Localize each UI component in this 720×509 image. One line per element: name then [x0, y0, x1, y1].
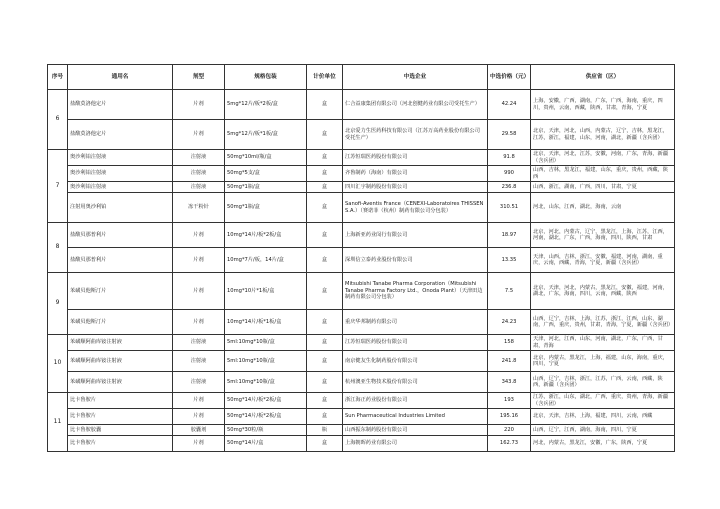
cell-price: 241.8	[488, 351, 531, 372]
table-row	[48, 273, 675, 310]
cell-dosage-form: 片剂	[173, 248, 225, 273]
cell-generic-name: 比卡鲁胺片	[68, 409, 173, 425]
cell-price: 195.16	[488, 409, 531, 425]
cell-spec: 10mg*14片/板*1板/盒	[225, 310, 307, 335]
cell-provinces: 河北，山东，江西，湖北，海南，云南	[531, 193, 675, 223]
procurement-table	[47, 64, 675, 452]
cell-spec: 50mg*30粒/瓶	[225, 425, 307, 436]
cell-company: 南京健友生化制药股份有限公司	[343, 351, 488, 372]
cell-generic-name: 比卡鲁胺片	[68, 436, 173, 452]
cell-price: 310.51	[488, 193, 531, 223]
cell-spec: 10mg*10片*1板/盒	[225, 273, 307, 310]
cell-group-no: 7	[48, 150, 68, 223]
cell-company: 深圳信立泰药业股份有限公司	[343, 248, 488, 273]
cell-dosage-form: 注射液	[173, 166, 225, 182]
cell-price: 7.5	[488, 273, 531, 310]
cell-unit: 盒	[307, 393, 343, 409]
header-unit: 计价单位	[307, 65, 343, 90]
cell-company: 山西振东制药股份有限公司	[343, 425, 488, 436]
cell-generic-name: 苯磺顺阿曲库铵注射液	[68, 372, 173, 393]
cell-dosage-form: 注射液	[173, 372, 225, 393]
cell-spec: 50mg*10ml/瓶/盒	[225, 150, 307, 166]
cell-spec: 50mg*14片/板*2板/盒	[225, 393, 307, 409]
cell-unit: 盒	[307, 273, 343, 310]
cell-price: 193	[488, 393, 531, 409]
cell-provinces: 山西，浙江，湖南，广西，四川，甘肃，宁夏	[531, 182, 675, 193]
cell-unit: 盒	[307, 223, 343, 248]
cell-group-no: 10	[48, 335, 68, 393]
cell-price: 42.24	[488, 90, 531, 120]
cell-dosage-form: 胶囊剂	[173, 425, 225, 436]
cell-dosage-form: 片剂	[173, 223, 225, 248]
header-spec: 规格包装	[225, 65, 307, 90]
cell-spec: 50mg*14片/盒	[225, 436, 307, 452]
cell-generic-name: 盐酸莫洛他定片	[68, 90, 173, 120]
cell-price: 158	[488, 335, 531, 351]
cell-generic-name: 比卡鲁胺胶囊	[68, 425, 173, 436]
cell-spec: 5mg*12片/板*1板/盒	[225, 120, 307, 150]
cell-unit: 瓶	[307, 425, 343, 436]
header-generic-name: 通用名	[68, 65, 173, 90]
cell-price: 18.97	[488, 223, 531, 248]
cell-price: 990	[488, 166, 531, 182]
cell-generic-name: 奥沙利铂注射液	[68, 182, 173, 193]
cell-spec: 5ml:10mg*10瓶/盒	[225, 351, 307, 372]
cell-spec: 10mg*7片/板，14片/盒	[225, 248, 307, 273]
cell-spec: 5ml:10mg*10瓶/盒	[225, 335, 307, 351]
cell-price: 220	[488, 425, 531, 436]
cell-unit: 盒	[307, 90, 343, 120]
cell-company: Sun Pharmaceutical Industries Limited	[343, 409, 488, 425]
table-body	[48, 90, 675, 452]
cell-dosage-form: 注射液	[173, 351, 225, 372]
cell-price: 91.8	[488, 150, 531, 166]
table-row	[48, 436, 675, 452]
cell-generic-name: 苯磺贝他斯汀片	[68, 310, 173, 335]
cell-spec: 50mg*1瓶/盒	[225, 182, 307, 193]
cell-unit: 盒	[307, 310, 343, 335]
header-no: 序号	[48, 65, 68, 90]
cell-generic-name: 盐酸贝那普利片	[68, 248, 173, 273]
cell-generic-name: 奥沙利铂注射液	[68, 150, 173, 166]
table-row	[48, 90, 675, 120]
cell-unit: 盒	[307, 193, 343, 223]
table-row	[48, 223, 675, 248]
cell-price: 29.58	[488, 120, 531, 150]
table-row	[48, 335, 675, 351]
header-company: 中选企业	[343, 65, 488, 90]
cell-provinces: 北京，天津，河北，山西，内蒙古，辽宁，吉林，黑龙江，江苏，浙江，福建，山东，河南，湖北，新疆（含兵团）	[531, 120, 675, 150]
cell-dosage-form: 片剂	[173, 90, 225, 120]
cell-provinces: 山西，吉林，黑龙江，福建，山东，重庆，贵州，西藏，陕西	[531, 166, 675, 182]
cell-dosage-form: 片剂	[173, 310, 225, 335]
cell-company: 浙江海正药业股份有限公司	[343, 393, 488, 409]
table-row	[48, 248, 675, 273]
cell-provinces: 天津，山西，吉林，浙江，安徽，福建，河南，湖南，重庆，云南，西藏，青海，宁夏，新疆（含兵团）	[531, 248, 675, 273]
table-row	[48, 409, 675, 425]
cell-dosage-form: 注射液	[173, 335, 225, 351]
cell-unit: 盒	[307, 166, 343, 182]
cell-company: 江苏恒瑞医药股份有限公司	[343, 150, 488, 166]
cell-provinces: 北京，内蒙古，黑龙江，上海，福建，山东，海南，重庆，四川，宁夏	[531, 351, 675, 372]
cell-unit: 盒	[307, 436, 343, 452]
cell-generic-name: 奥沙利铂注射液	[68, 166, 173, 182]
cell-dosage-form: 片剂	[173, 409, 225, 425]
cell-company: 江苏恒瑞医药股份有限公司	[343, 335, 488, 351]
cell-dosage-form: 注射液	[173, 150, 225, 166]
cell-company: Mitsubishi Tanabe Pharma Corporation（Mitsubishi Tanabe Pharma Factory Ltd.，Onoda Plant）（天津田边制药有限公司分包装）	[343, 273, 488, 310]
header-dosage-form: 剂型	[173, 65, 225, 90]
cell-price: 24.23	[488, 310, 531, 335]
cell-price: 343.8	[488, 372, 531, 393]
cell-unit: 盒	[307, 335, 343, 351]
cell-provinces: 山西，辽宁，吉林，上海，江苏，浙江，江西，山东，湖南，广西，重庆，贵州，甘肃，青海，宁夏，新疆（含兵团）	[531, 310, 675, 335]
cell-group-no: 6	[48, 90, 68, 150]
table-row	[48, 193, 675, 223]
cell-generic-name: 盐酸莫洛他定片	[68, 120, 173, 150]
cell-unit: 盒	[307, 372, 343, 393]
cell-provinces: 北京，天津，河北，内蒙古，黑龙江，安徽，福建，河南，湖北，广东，海南，四川，云南，西藏，陕西	[531, 273, 675, 310]
cell-spec: 5ml:10mg*10瓶/盒	[225, 372, 307, 393]
cell-company: 上海新亚药业闵行有限公司	[343, 223, 488, 248]
cell-company: 仁合益康集团有限公司（河北创健药业有限公司受托生产）	[343, 90, 488, 120]
cell-unit: 盒	[307, 150, 343, 166]
cell-provinces: 北京，天津，河北，江苏，安徽，河南，广东，青海，新疆（含兵团）	[531, 150, 675, 166]
cell-group-no: 9	[48, 273, 68, 335]
cell-dosage-form: 片剂	[173, 393, 225, 409]
table-row	[48, 425, 675, 436]
header-price: 中选价格（元）	[488, 65, 531, 90]
cell-company: 四川汇宇制药股份有限公司	[343, 182, 488, 193]
table-row	[48, 182, 675, 193]
cell-dosage-form: 注射液	[173, 182, 225, 193]
cell-provinces: 上海，安徽，广西，湖南，广东，广西，海南，重庆，四川，贵州，云南，西藏，陕西，甘肃，青海，宁夏	[531, 90, 675, 120]
cell-unit: 盒	[307, 409, 343, 425]
table-row	[48, 310, 675, 335]
cell-unit: 盒	[307, 120, 343, 150]
table-row	[48, 166, 675, 182]
cell-company: 上海朝晖药业有限公司	[343, 436, 488, 452]
cell-price: 13.35	[488, 248, 531, 273]
cell-dosage-form: 片剂	[173, 273, 225, 310]
table-row	[48, 120, 675, 150]
cell-unit: 盒	[307, 248, 343, 273]
cell-dosage-form: 片剂	[173, 436, 225, 452]
cell-spec: 50mg*1瓶/盒	[225, 193, 307, 223]
cell-spec: 10mg*14片/板*2板/盒	[225, 223, 307, 248]
cell-price: 236.8	[488, 182, 531, 193]
cell-company: 齐鲁制药（海南）有限公司	[343, 166, 488, 182]
table-row	[48, 150, 675, 166]
cell-group-no: 11	[48, 393, 68, 452]
cell-company: 重庆华邦制药有限公司	[343, 310, 488, 335]
cell-generic-name: 苯磺顺阿曲库铵注射液	[68, 335, 173, 351]
table-row	[48, 372, 675, 393]
cell-generic-name: 比卡鲁胺片	[68, 393, 173, 409]
cell-price: 162.73	[488, 436, 531, 452]
cell-group-no: 8	[48, 223, 68, 273]
cell-provinces: 山西，辽宁，江西，湖南，海南，四川，宁夏	[531, 425, 675, 436]
cell-provinces: 山西，辽宁，吉林，浙江，江苏，广西，云南，西藏，陕西，新疆（含兵团）	[531, 372, 675, 393]
cell-spec: 5mg*12片/板*2板/盒	[225, 90, 307, 120]
cell-provinces: 江苏，浙江，山东，湖北，广西，重庆，贵州，青海，新疆（含兵团）	[531, 393, 675, 409]
cell-spec: 50mg*5支/盒	[225, 166, 307, 182]
cell-company: Sanofi-Aventis France（CENEXI-Laboratoires THISSEN S.A.）（赛诺菲（杭州）制药有限公司分包装）	[343, 193, 488, 223]
cell-provinces: 北京，河北，内蒙古，辽宁，黑龙江，上海，江苏，江西，河南，湖北，广东，广西，海南，四川，陕西，甘肃	[531, 223, 675, 248]
table-row	[48, 393, 675, 409]
header-row	[48, 65, 675, 90]
cell-spec: 50mg*14片/板*2板/盒	[225, 409, 307, 425]
cell-generic-name: 苯磺贝他斯汀片	[68, 273, 173, 310]
table-row	[48, 351, 675, 372]
cell-company: 杭州澳亚生物技术股份有限公司	[343, 372, 488, 393]
cell-dosage-form: 片剂	[173, 120, 225, 150]
cell-generic-name: 盐酸贝那普利片	[68, 223, 173, 248]
cell-company: 北京爱力生医药科技有限公司（江苏万高药业股份有限公司受托生产）	[343, 120, 488, 150]
cell-provinces: 北京，天津，吉林，上海，福建，四川，云南，西藏	[531, 409, 675, 425]
cell-generic-name: 注射用奥沙利铂	[68, 193, 173, 223]
cell-unit: 盒	[307, 182, 343, 193]
cell-provinces: 河北，内蒙古，黑龙江，安徽，广东，陕西，宁夏	[531, 436, 675, 452]
cell-generic-name: 苯磺顺阿曲库铵注射液	[68, 351, 173, 372]
cell-unit: 盒	[307, 351, 343, 372]
header-provinces: 供应省（区）	[531, 65, 675, 90]
cell-provinces: 天津，河北，江西，山东，河南，湖北，广东，广西，甘肃，青海	[531, 335, 675, 351]
cell-dosage-form: 冻干粉针	[173, 193, 225, 223]
